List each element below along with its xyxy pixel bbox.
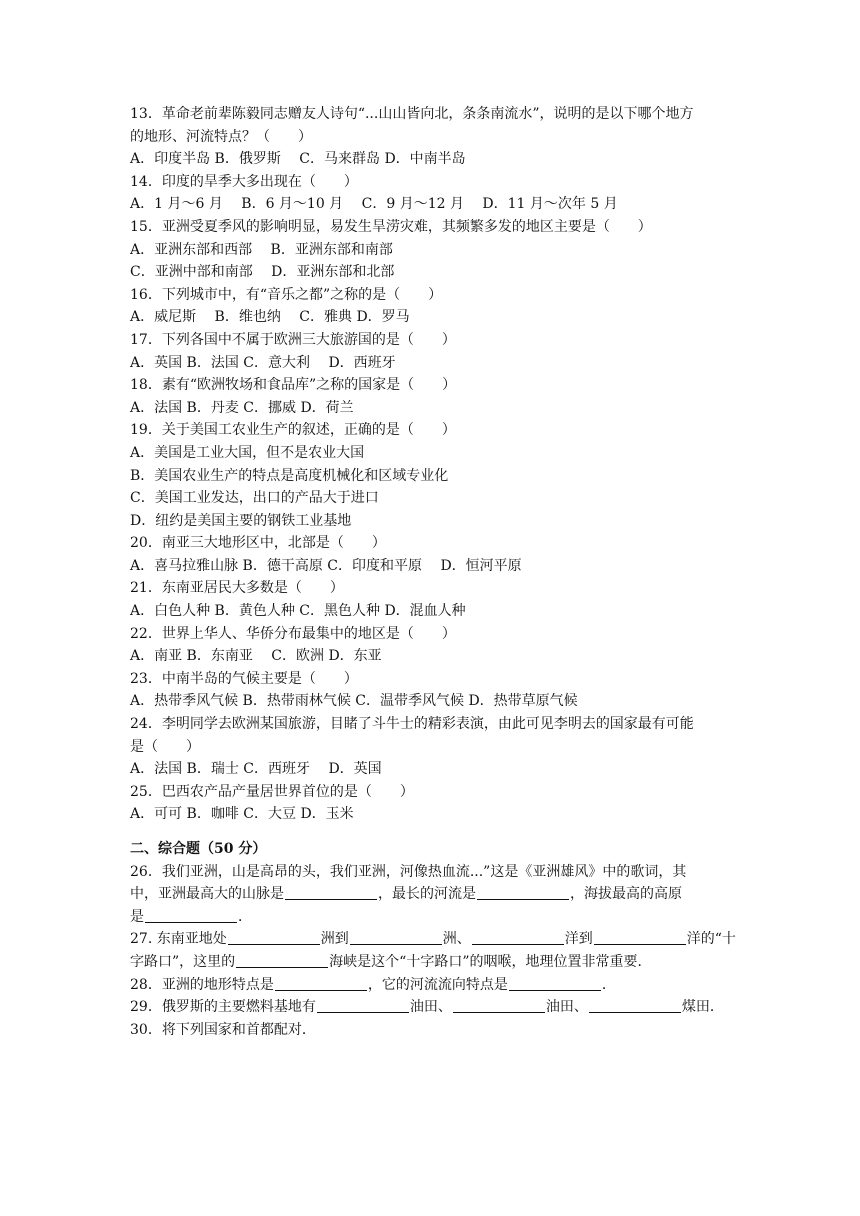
- q22-options: A．南亚 B．东南亚 C．欧洲 D．东亚: [130, 648, 382, 665]
- q14-stem: 14．印度的旱季大多出现在（ ）: [130, 173, 358, 190]
- answer-blank[interactable]: [477, 885, 569, 900]
- answer-blank[interactable]: [275, 976, 367, 991]
- q19-stem: 19．关于美国工农业生产的叙述，正确的是（ ）: [130, 422, 456, 439]
- q24-stem-line1: 24．李明同学去欧洲某国旅游，目睹了斗牛士的精彩表演，由此可见李明去的国家最有可能: [130, 716, 694, 733]
- q25-stem: 25．巴西农产品产量居世界首位的是（ ）: [130, 783, 414, 800]
- q17-stem: 17．下列各国中不属于欧洲三大旅游国的是（ ）: [130, 331, 456, 348]
- q26-text-a: 中，亚洲最高大的山脉是: [130, 886, 284, 903]
- answer-blank[interactable]: [594, 930, 686, 945]
- q18-options: A．法国 B．丹麦 C．挪威 D．荷兰: [130, 399, 354, 416]
- answer-blank[interactable]: [285, 885, 377, 900]
- q27-text-g: 海峡是这个“十字路口”的咽喉，地理位置非常重要．: [329, 953, 652, 970]
- q14-options: A．1 月～6 月 B．6 月～10 月 C．9 月～12 月 D．11 月～次年 5 月: [130, 196, 618, 213]
- q29-text-b: 油田、: [409, 999, 452, 1016]
- q29-text-c: 油田、: [545, 999, 588, 1016]
- q22-stem: 22．世界上华人、华侨分布最集中的地区是（ ）: [130, 625, 456, 642]
- q25-options: A．可可 B．咖啡 C．大豆 D．玉米: [130, 806, 354, 823]
- answer-blank[interactable]: [236, 953, 328, 968]
- q24-stem-line2: 是（ ）: [130, 738, 200, 755]
- q27-text-c: 洲、: [442, 931, 471, 948]
- answer-blank[interactable]: [317, 998, 409, 1013]
- q24-options: A．法国 B．瑞士 C．西班牙 D．英国: [130, 761, 382, 778]
- q13-stem-line1: 13．革命老前辈陈毅同志赠友人诗句“...山山皆向北，条条南流水”，说明的是以下哪个地方: [130, 106, 694, 122]
- q26-text-c: ，海拔最高的高原: [570, 886, 682, 903]
- q13-options: A．印度半岛 B．俄罗斯 C．马来群岛 D．中南半岛: [130, 151, 466, 168]
- q19-option-c: C．美国工业发达，出口的产品大于进口: [130, 490, 379, 507]
- q26-line1: 26．我们亚洲，山是高昂的头，我们亚洲，河像热血流...”这是《亚洲雄风》中的歌词，其: [130, 863, 687, 880]
- q26-line2: [130, 883, 730, 906]
- q26-text-e: ．: [238, 908, 252, 925]
- answer-blank[interactable]: [509, 976, 601, 991]
- q15-stem: 15．亚洲受夏季风的影响明显，易发生旱涝灾难，其频繁多发的地区主要是（ ）: [130, 218, 652, 235]
- q20-stem: 20．南亚三大地形区中，北部是（ ）: [130, 535, 386, 552]
- q23-stem: 23．中南半岛的气候主要是（ ）: [130, 670, 358, 687]
- q13-stem-line2: 的地形、河流特点？（ ）: [130, 128, 312, 145]
- q29-line: [130, 996, 730, 1019]
- q16-stem: 16．下列城市中，有“音乐之都”之称的是（ ）: [130, 286, 443, 303]
- q15-options-1: A．亚洲东部和西部 B．亚洲东部和南部: [130, 241, 393, 258]
- q20-options: A．喜马拉雅山脉 B．德干高原 C．印度和平原 D．恒河平原: [130, 557, 522, 574]
- q21-options: A．白色人种 B．黄色人种 C．黑色人种 D．混血人种: [130, 603, 466, 620]
- q29-text-d: 煤田．: [681, 999, 724, 1016]
- q29-text-a: 29．俄罗斯的主要燃料基地有: [130, 999, 316, 1016]
- q23-options: A．热带季风气候 B．热带雨林气候 C．温带季风气候 D．热带草原气候: [130, 693, 578, 710]
- q27-line2: [130, 951, 730, 974]
- q19-option-d: D．纽约是美国主要的钢铁工业基地: [130, 512, 352, 529]
- q28-text-c: ．: [601, 976, 616, 993]
- q27-text-d: 洋到: [564, 931, 593, 948]
- q27-text-a: 27. 东南亚地处: [130, 931, 227, 948]
- q26-text-d: 是: [130, 908, 144, 925]
- q26-text-b: ，最长的河流是: [378, 886, 476, 903]
- q28-text-a: 28．亚洲的地形特点是: [130, 976, 274, 993]
- q28-text-b: ，它的河流流向特点是: [367, 976, 508, 993]
- q21-stem: 21．东南亚居民大多数是（ ）: [130, 580, 344, 597]
- q30-line: 30．将下列国家和首都配对．: [130, 1021, 316, 1038]
- answer-blank[interactable]: [472, 930, 564, 945]
- answer-blank[interactable]: [453, 998, 545, 1013]
- q27-text-f: 字路口”，这里的: [130, 953, 236, 970]
- answer-blank[interactable]: [228, 930, 320, 945]
- section-title: 二、综合题（50 分）: [130, 841, 267, 857]
- q26-line3: [130, 906, 730, 929]
- q19-option-b: B．美国农业生产的特点是高度机械化和区域专业化: [130, 467, 449, 484]
- q28-line: [130, 974, 730, 997]
- q27-text-b: 洲到: [320, 931, 349, 948]
- q27-text-e: 洋的“十: [686, 931, 736, 948]
- q27-line1: [130, 928, 736, 951]
- q16-options: A．威尼斯 B．维也纳 C．雅典 D．罗马: [130, 309, 410, 326]
- exam-content: [130, 103, 736, 1041]
- q19-option-a: A．美国是工业大国，但不是农业大国: [130, 444, 365, 461]
- answer-blank[interactable]: [589, 998, 681, 1013]
- answer-blank[interactable]: [350, 930, 442, 945]
- q15-options-2: C．亚洲中部和南部 D．亚洲东部和北部: [130, 264, 395, 281]
- q18-stem: 18．素有“欧洲牧场和食品库”之称的国家是（ ）: [130, 377, 457, 394]
- answer-blank[interactable]: [145, 908, 237, 923]
- q17-options: A．英国 B．法国 C．意大利 D．西班牙: [130, 354, 396, 371]
